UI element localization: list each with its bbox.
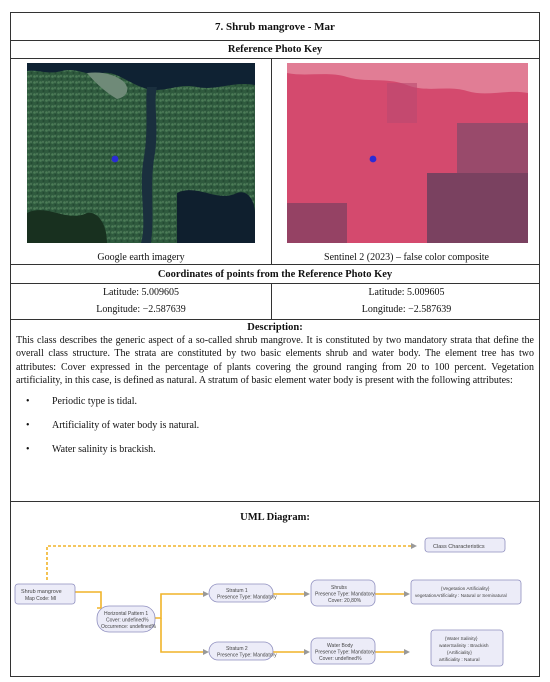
coords-header: Coordinates of points from the Reference Photo Key [11, 265, 539, 284]
uml-diagram [11, 502, 539, 678]
svg-text:Presence Type: Mandatory: Presence Type: Mandatory [217, 594, 277, 601]
svg-text:Stratum 2: Stratum 2 [226, 646, 248, 652]
coords-right [272, 284, 541, 320]
photo-row [11, 59, 539, 265]
svg-text:artificiality : Natural: artificiality : Natural [439, 658, 480, 663]
list-item: • Artificiality of water body is natural. [52, 414, 534, 438]
list-item: • Water salinity is brackish. [52, 438, 534, 462]
node-stratum-2 [209, 642, 277, 660]
svg-text:Shrubs: Shrubs [331, 585, 347, 591]
coords-row [11, 284, 539, 320]
google-earth-image-art [27, 63, 255, 243]
node-horizontal-pattern [97, 606, 157, 632]
node-stratum-1 [209, 584, 277, 602]
uml-section [11, 502, 539, 678]
description-section [11, 320, 539, 502]
svg-text:Presence Type: Mandatory: Presence Type: Mandatory [315, 649, 375, 656]
sentinel-image-art [287, 63, 528, 243]
svg-text:{Water Salinity}: {Water Salinity} [445, 637, 478, 642]
svg-text:Cover: 20,80%: Cover: 20,80% [328, 598, 362, 604]
photo-cell-google [11, 59, 272, 265]
node-shrubs [311, 580, 375, 606]
node-class-characteristics [425, 538, 505, 552]
google-earth-image [27, 63, 255, 243]
svg-text:Shrub mangrove: Shrub mangrove [21, 589, 62, 595]
list-item: • Periodic type is tidal. [52, 390, 534, 414]
bullet-icon: • [26, 396, 30, 408]
longitude-right: Longitude: −2.587639 [361, 304, 452, 315]
bullet-icon: • [26, 420, 30, 432]
coords-left [11, 284, 272, 320]
svg-text:Cover: undefined%: Cover: undefined% [319, 656, 362, 662]
attribute-list [16, 390, 534, 462]
svg-text:vegetationArtificiality : Natu: vegetationArtificiality : Natural or Seminatural [415, 593, 507, 598]
latitude-left: Latitude: 5.009605 [102, 287, 180, 298]
node-water-body [311, 638, 375, 664]
node-vegetation-artificiality [411, 580, 521, 604]
photo-cell-sentinel [272, 59, 541, 265]
svg-text:Presence Type: Mandatory: Presence Type: Mandatory [217, 652, 277, 659]
node-shrub-mangrove [15, 584, 75, 604]
sentinel-caption: Sentinel 2 (2023) – false color composite [324, 252, 489, 263]
longitude-left: Longitude: −2.587639 [96, 304, 186, 315]
google-earth-caption: Google earth imagery [97, 252, 185, 263]
svg-text:Presence Type: Mandatory: Presence Type: Mandatory [315, 591, 375, 598]
svg-text:waterSalinity : Brackish: waterSalinity : Brackish [439, 644, 489, 649]
svg-text:Occurrence: undefined%: Occurrence: undefined% [101, 624, 157, 630]
class-sheet [10, 12, 540, 677]
description-text: This class describes the generic aspect of a so-called shrub mangrove. It is constituted by two mandatory strata that define the overall class structure. The strata are constituted by two basic elements shrub and water body. The element tree has two attributes: Cover expressed in the percentage of plants covering the ground ranging from 20 to 100 percent. Vegetation artificiality, in this case, is defined as natural. A stratum of basic element water body is present with the following attributes: [16, 335, 534, 386]
photo-key-header: Reference Photo Key [11, 41, 539, 59]
uml-title: UML Diagram: [240, 512, 310, 523]
svg-text:Horizontal Pattern 1: Horizontal Pattern 1 [104, 611, 149, 617]
svg-text:Cover: undefined%: Cover: undefined% [106, 617, 149, 624]
svg-text:{Vegetation Artificiality}: {Vegetation Artificiality} [441, 587, 490, 592]
latitude-right: Latitude: 5.009605 [368, 287, 445, 298]
bullet-icon: • [26, 444, 30, 456]
sheet-title: 7. Shrub mangrove - Mar [11, 13, 539, 41]
sentinel-image [287, 63, 528, 243]
description-title: Description: [247, 322, 303, 333]
svg-text:Water Body: Water Body [327, 643, 353, 649]
svg-text:{Artificiality}: {Artificiality} [447, 651, 472, 656]
svg-text:Stratum 1: Stratum 1 [226, 588, 248, 594]
svg-text:Class Characteristics: Class Characteristics [433, 544, 485, 550]
svg-text:Map Code: MI: Map Code: MI [25, 596, 57, 602]
node-water-salinity [431, 630, 503, 666]
